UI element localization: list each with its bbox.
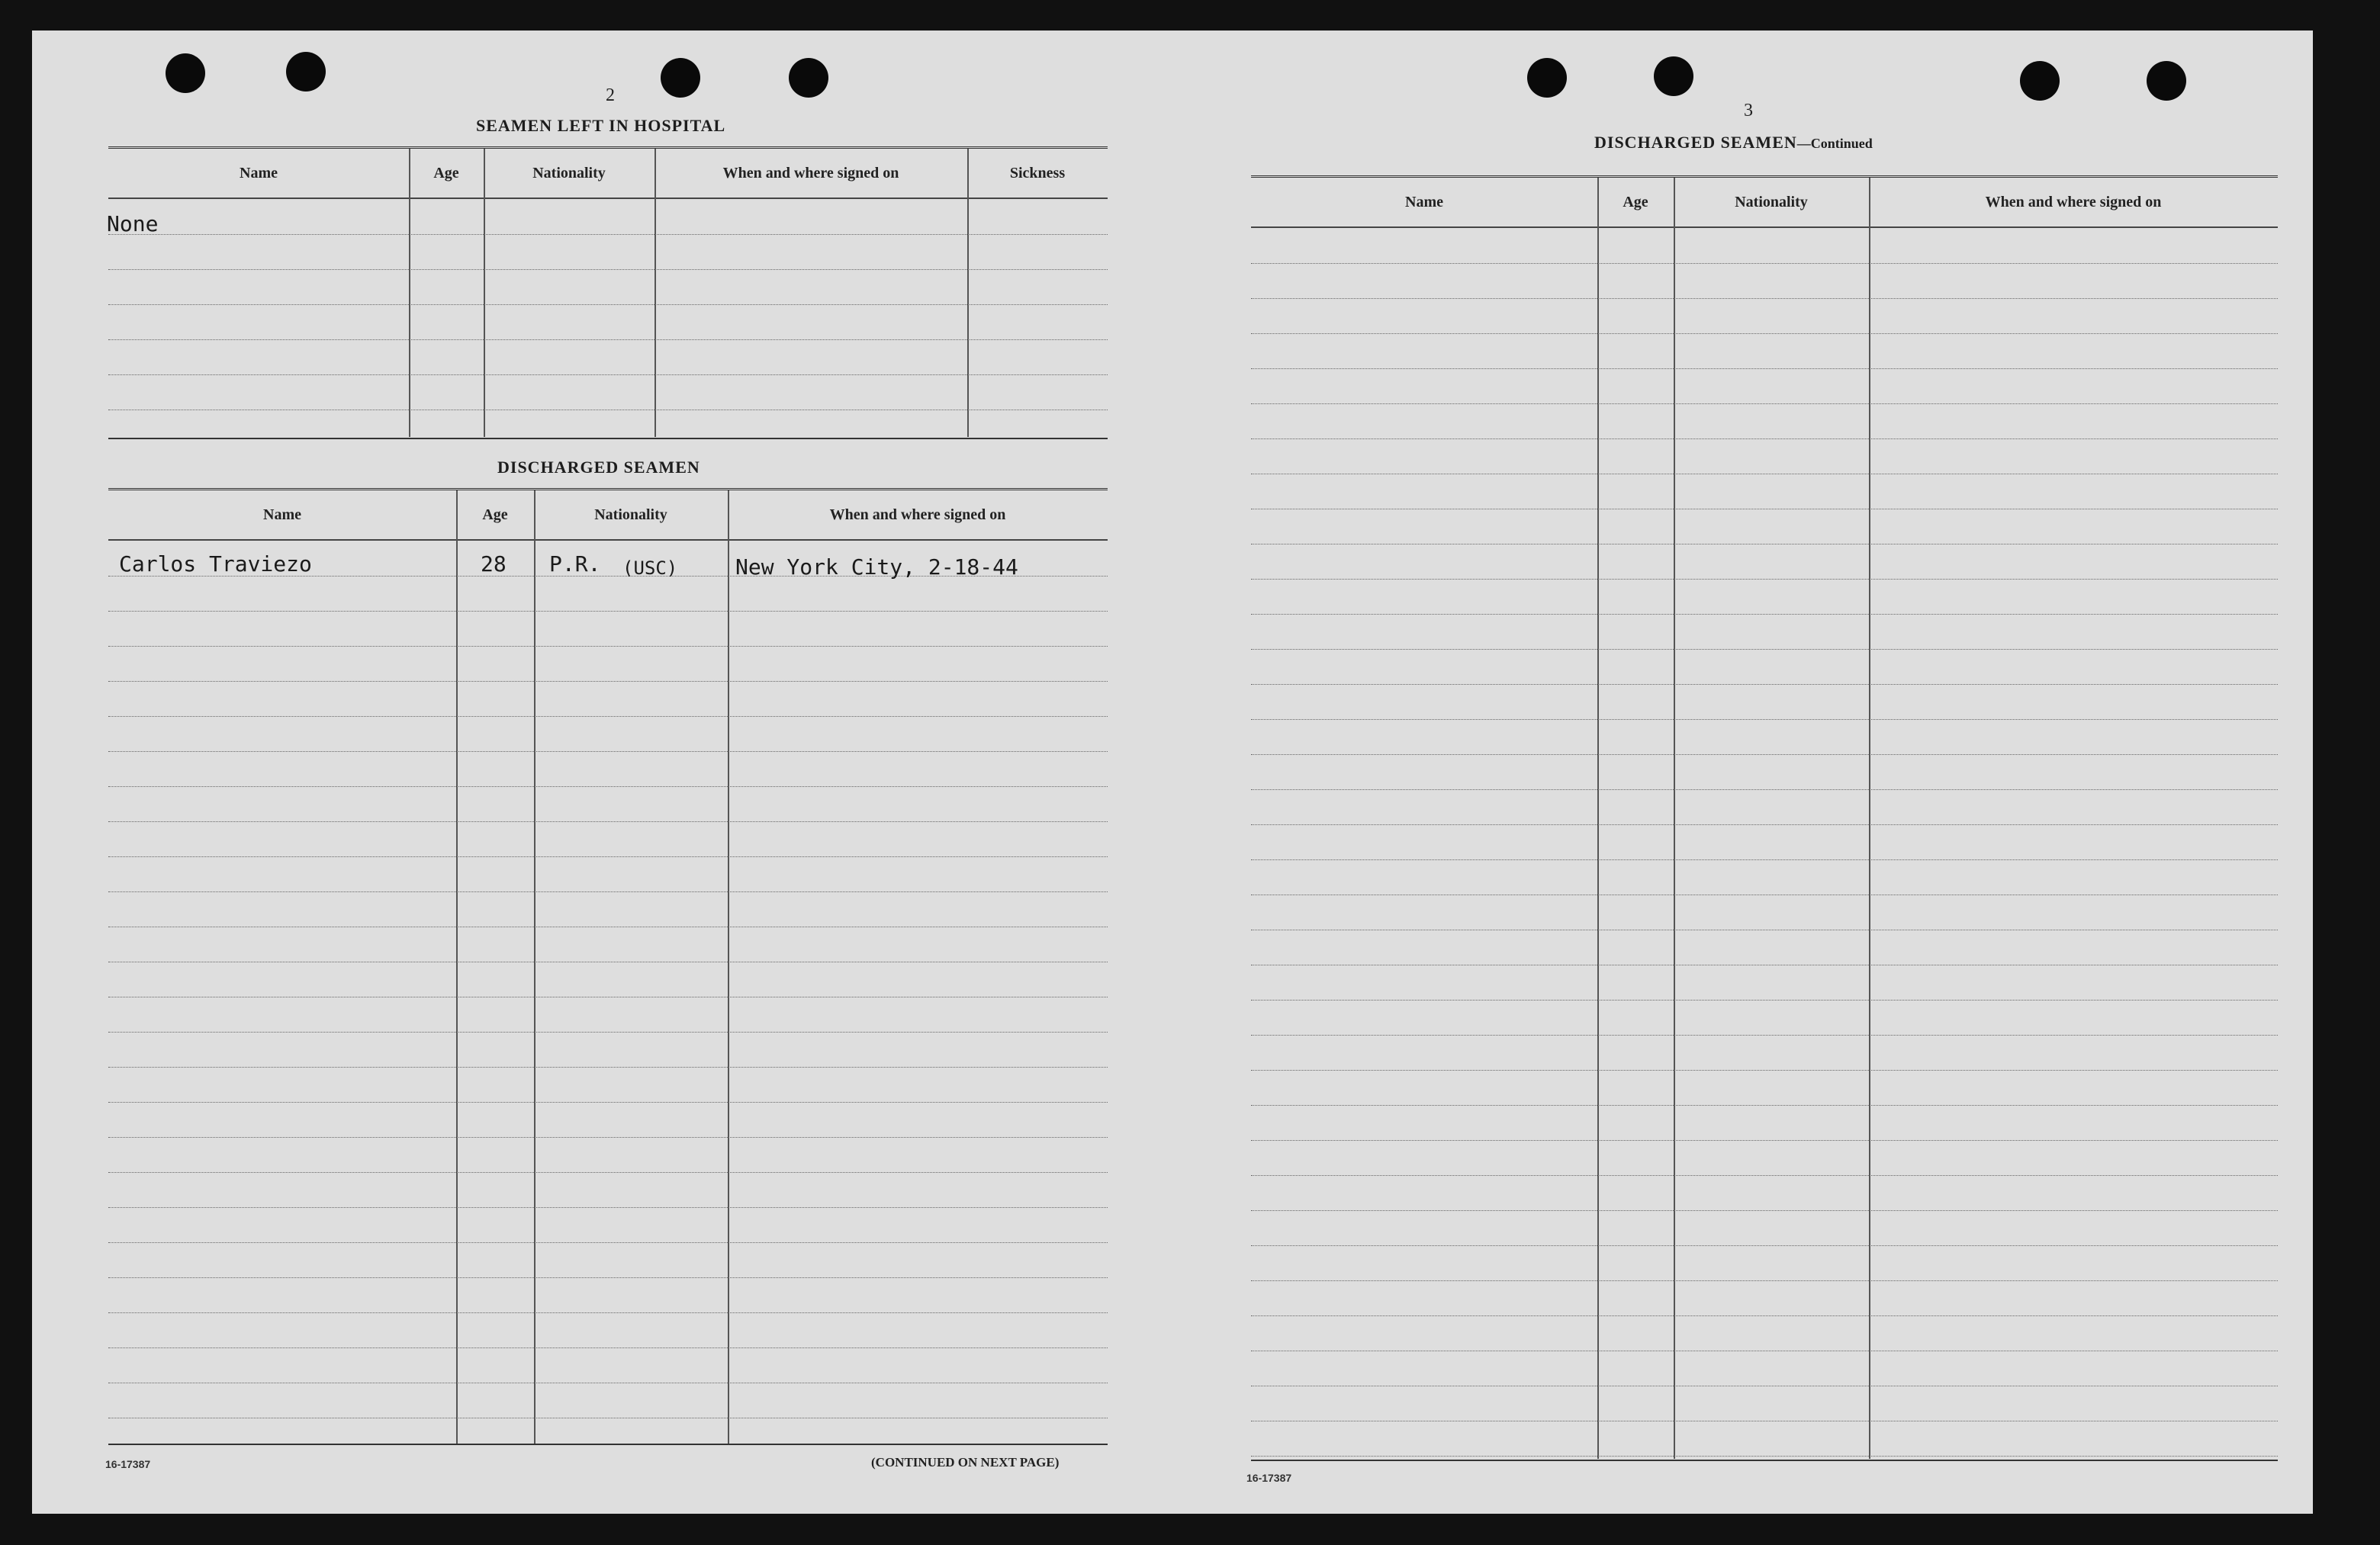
table-row — [1251, 1210, 2278, 1246]
col-header-signed-on: When and where signed on — [1869, 178, 2278, 228]
table-row — [1251, 1035, 2278, 1071]
table-row — [108, 1102, 1108, 1138]
table-row — [1251, 298, 2278, 334]
table-row — [1251, 1140, 2278, 1176]
table-row — [108, 374, 1108, 410]
table-row — [108, 1207, 1108, 1243]
discharged-continued-title-suffix: —Continued — [1796, 136, 1873, 151]
table-row — [108, 1172, 1108, 1208]
table-row — [1251, 228, 2278, 264]
table-row — [1251, 754, 2278, 790]
table-row — [1251, 1421, 2278, 1457]
table-row — [108, 1067, 1108, 1103]
table-row — [108, 891, 1108, 927]
col-header-nationality: Nationality — [534, 490, 728, 541]
table-row — [1251, 1105, 2278, 1141]
continued-note: (CONTINUED ON NEXT PAGE) — [871, 1455, 1060, 1470]
page-number-right: 3 — [1744, 101, 1753, 120]
table-row — [1251, 614, 2278, 650]
discharged-age: 28 — [481, 551, 507, 577]
col-header-signed-on: When and where signed on — [728, 490, 1108, 541]
hospital-entry-name: None — [107, 211, 159, 236]
table-row — [1251, 1351, 2278, 1386]
table-row — [1251, 263, 2278, 299]
col-header-nationality: Nationality — [484, 149, 654, 199]
table-row — [108, 856, 1108, 892]
discharged-section-title: DISCHARGED SEAMEN — [497, 458, 700, 477]
table-row — [108, 751, 1108, 787]
table-row — [1251, 1070, 2278, 1106]
page-number-left: 2 — [606, 85, 615, 105]
discharged-continued-title — [1594, 133, 1873, 153]
col-header-age: Age — [1597, 178, 1674, 228]
table-row — [108, 199, 1108, 235]
table-row — [108, 611, 1108, 647]
table-row — [1251, 1280, 2278, 1316]
discharged-nationality-note: (USC) — [622, 557, 678, 579]
table-row — [1251, 579, 2278, 615]
table-row — [108, 1347, 1108, 1383]
table-row — [1251, 509, 2278, 544]
table-row — [1251, 1245, 2278, 1281]
col-header-nationality: Nationality — [1674, 178, 1869, 228]
hospital-table — [108, 146, 1108, 439]
table-row — [1251, 1000, 2278, 1036]
table-row — [108, 997, 1108, 1033]
document-sheet — [32, 31, 2313, 1514]
table-row — [1251, 438, 2278, 474]
table-row — [1251, 544, 2278, 580]
table-row — [108, 304, 1108, 340]
table-row — [1251, 403, 2278, 439]
table-row — [108, 1277, 1108, 1313]
punch-hole — [789, 58, 828, 98]
table-row — [108, 1312, 1108, 1348]
table-row — [1251, 1175, 2278, 1211]
table-row — [108, 1383, 1108, 1418]
table-row — [1251, 474, 2278, 509]
hospital-section-title: SEAMEN LEFT IN HOSPITAL — [476, 116, 726, 135]
table-row — [108, 339, 1108, 375]
punch-hole — [1527, 58, 1567, 98]
table-row — [1251, 719, 2278, 755]
col-header-signed-on: When and where signed on — [654, 149, 967, 199]
punch-hole — [166, 53, 205, 93]
punch-hole — [1654, 56, 1693, 96]
table-row — [108, 821, 1108, 857]
table-row — [108, 234, 1108, 270]
form-id-left: 16-17387 — [105, 1458, 151, 1470]
discharged-table — [108, 488, 1108, 1445]
punch-hole — [286, 52, 326, 92]
discharged-name: Carlos Traviezo — [119, 551, 312, 577]
col-header-age: Age — [409, 149, 484, 199]
table-row — [1251, 859, 2278, 895]
table-row — [108, 1242, 1108, 1278]
punch-hole — [2020, 61, 2060, 101]
col-header-name: Name — [108, 149, 409, 199]
table-row — [108, 927, 1108, 962]
discharged-nationality: P.R. — [549, 551, 601, 577]
form-id-right: 16-17387 — [1246, 1472, 1292, 1484]
table-row — [1251, 824, 2278, 860]
table-row — [1251, 1315, 2278, 1351]
discharged-continued-table — [1251, 175, 2278, 1461]
table-row — [108, 786, 1108, 822]
table-row — [108, 1137, 1108, 1173]
table-row — [1251, 368, 2278, 404]
punch-hole — [661, 58, 700, 98]
table-row — [108, 681, 1108, 717]
table-row — [1251, 789, 2278, 825]
col-header-name: Name — [108, 490, 456, 541]
table-row — [1251, 649, 2278, 685]
col-header-sickness: Sickness — [967, 149, 1108, 199]
col-header-age: Age — [456, 490, 534, 541]
table-row — [1251, 684, 2278, 720]
table-row — [1251, 1386, 2278, 1421]
discharged-continued-title-main: DISCHARGED SEAMEN — [1594, 133, 1797, 152]
punch-hole — [2147, 61, 2186, 101]
discharged-signed-on: New York City, 2-18-44 — [735, 554, 1018, 580]
table-row — [108, 716, 1108, 752]
table-row — [1251, 333, 2278, 369]
table-row — [108, 576, 1108, 612]
table-row — [1251, 965, 2278, 1001]
table-row — [108, 962, 1108, 997]
col-header-name: Name — [1251, 178, 1597, 228]
table-row — [108, 269, 1108, 305]
table-row — [108, 1032, 1108, 1068]
table-row — [1251, 930, 2278, 965]
table-row — [1251, 895, 2278, 930]
table-row — [108, 646, 1108, 682]
